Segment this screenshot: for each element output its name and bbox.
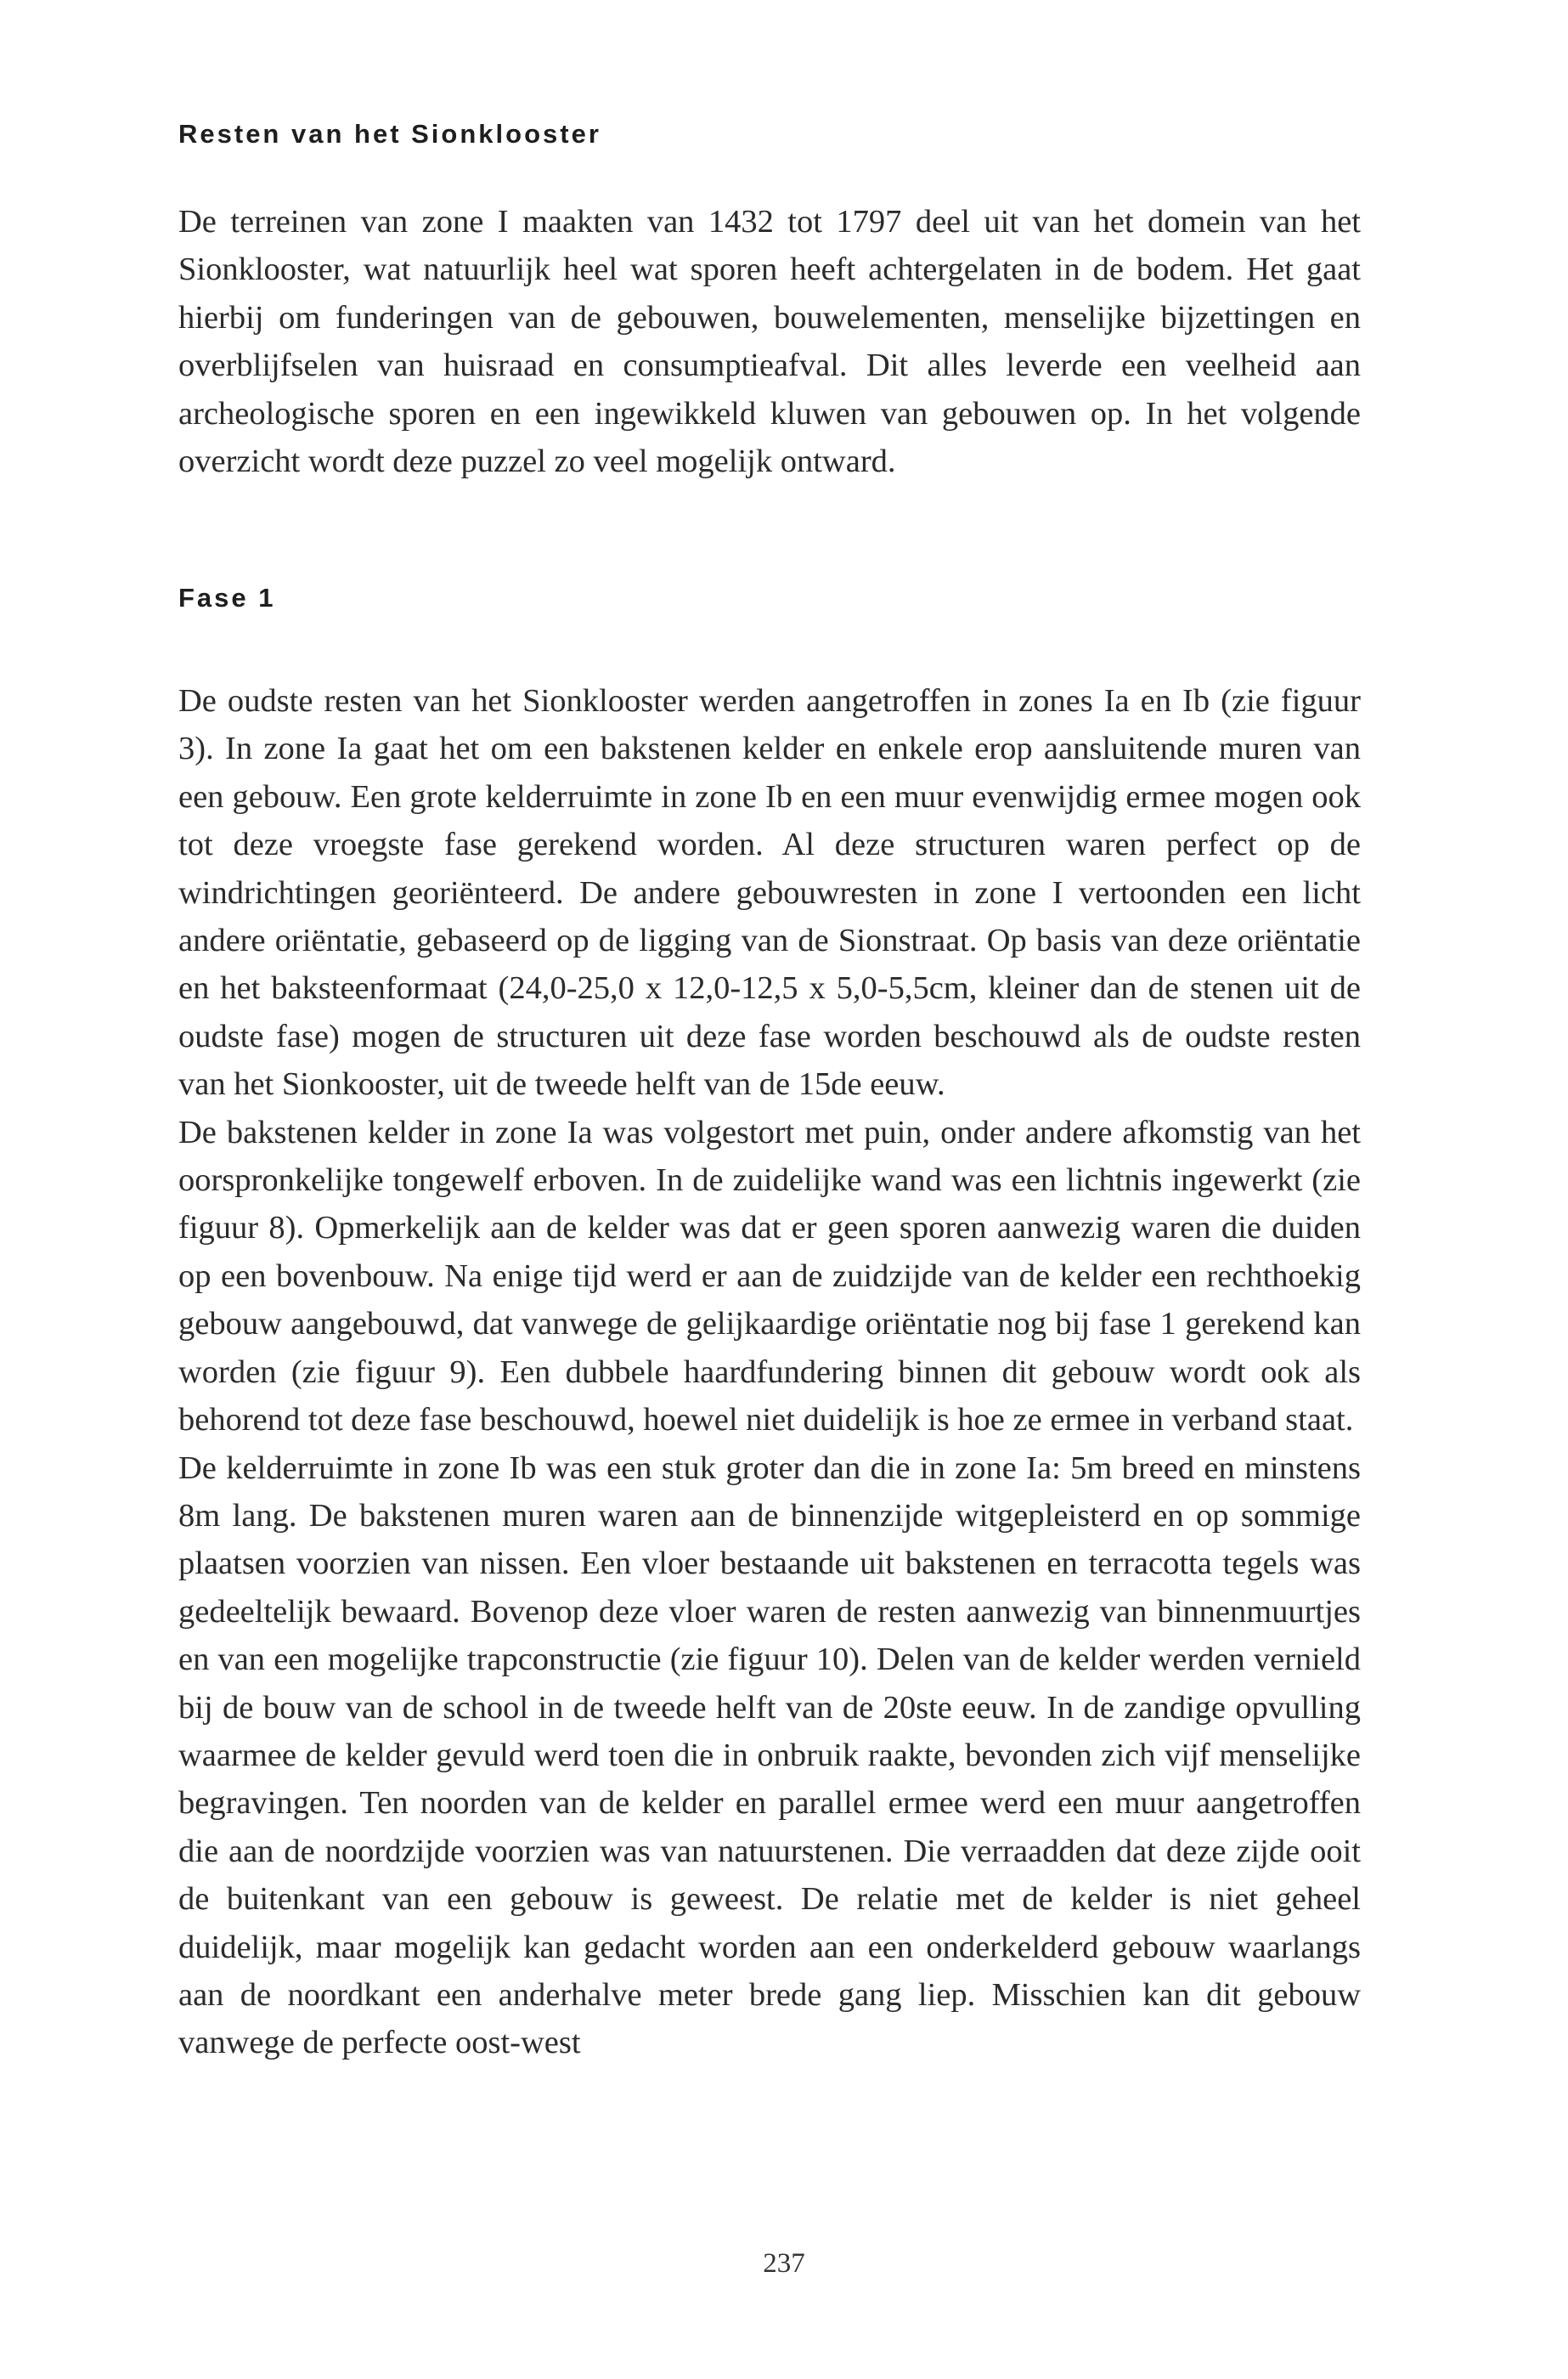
paragraph-fase1-3: De kelderruimte in zone Ib was een stuk groter dan die in zone Ia: 5m breed en minstens 8m lang. De bakstenen muren waren aan de binnenzijde witgepleisterd en op sommige plaatsen voorzien van nissen. Een vloer bestaande uit bakstenen en terracotta tegels was gedeeltelijk bewaard. Bovenop deze vloer waren de resten aanwezig van binnenmuurtjes en van een mogelijke trapconstructie (zie figuur 10). Delen van de kelder werden vernield bij de bouw van de school in de tweede helft van de 20ste eeuw. In de zandige opvulling waarmee de kelder gevuld werd toen die in onbruik raakte, bevonden zich vijf menselijke begravingen. Ten noorden van de kelder en parallel ermee werd een muur aangetroffen die aan de noordzijde voorzien was van natuurstenen. Die verraadden dat deze zijde ooit de buitenkant van een gebouw is geweest. De relatie met de kelder is niet geheel duidelijk, maar mogelijk kan gedacht worden aan een onderkelderd gebouw waarlangs aan de noordkant een anderhalve meter brede gang liep. Misschien kan dit gebouw vanwege de perfecte oost-west [178, 1449, 1361, 2061]
section-body-fase-1 [178, 677, 1361, 2067]
section-heading-resten: Resten van het Sionklooster [178, 119, 601, 149]
section-body-resten [178, 198, 1361, 485]
paragraph-fase1-2: De bakstenen kelder in zone Ia was volgestort met puin, onder andere afkomstig van het oorspronkelijke tongewelf erboven. In de zuidelijke wand was een lichtnis ingewerkt (zie figuur 8). Opmerkelijk aan de kelder was dat er geen sporen aanwezig waren die duiden op een bovenbouw. Na enige tijd werd er aan de zuidzijde van de kelder een rechthoekig gebouw aangebouwd, dat vanwege de gelijkaardige oriëntatie nog bij fase 1 gerekend kan worden (zie figuur 9). Een dubbele haardfundering binnen dit gebouw wordt ook als behorend tot deze fase beschouwd, hoewel niet duidelijk is hoe ze ermee in verband staat. [178, 1114, 1361, 1438]
paragraph-intro: De terreinen van zone I maakten van 1432 tot 1797 deel uit van het domein van het Sionklooster, wat natuurlijk heel wat sporen heeft achtergelaten in de bodem. Het gaat hierbij om funderingen van de gebouwen, bouwelementen, menselijke bijzettingen en overblijfselen van huisraad en consumptieafval. Dit alles leverde een veelheid aan archeologische sporen en een ingewikkeld kluwen van gebouwen op. In het volgende overzicht wordt deze puzzel zo veel mogelijk ontward. [178, 204, 1361, 480]
section-heading-fase-1: Fase 1 [178, 583, 276, 613]
page-number: 237 [763, 2248, 805, 2279]
paragraph-fase1-1: De oudste resten van het Sionklooster werden aangetroffen in zones Ia en Ib (zie figuur 3). In zone Ia gaat het om een bakstenen kelder en enkele erop aansluitende muren van een gebouw. Een grote kelderruimte in zone Ib en een muur evenwijdig ermee mogen ook tot deze vroegste fase gerekend worden. Al deze structuren waren perfect op de windrichtingen georiënteerd. De andere gebouwresten in zone I vertoonden een licht andere oriëntatie, gebaseerd op de ligging van de Sionstraat. Op basis van deze oriëntatie en het baksteenformaat (24,0-25,0 x 12,0-12,5 x 5,0-5,5cm, kleiner dan de stenen uit de oudste fase) mogen de structuren uit deze fase worden beschouwd als de oudste resten van het Sionkooster, uit de tweede helft van de 15de eeuw. [178, 683, 1361, 1103]
